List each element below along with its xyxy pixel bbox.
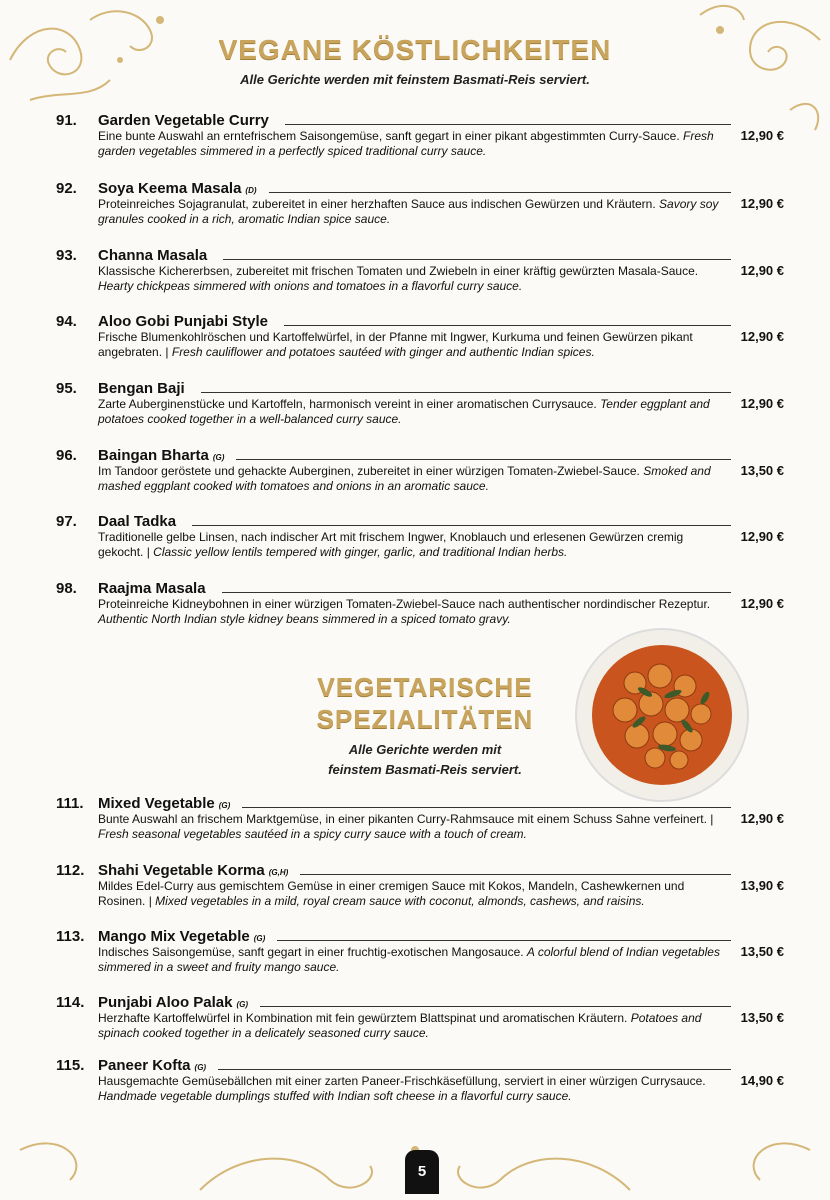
leader-line [218, 1069, 731, 1070]
item-description-de: Zarte Auberginenstücke und Kartoffeln, harmonisch vereint in einer aromatischen Currysauce. [98, 397, 597, 411]
item-description-en: Fresh seasonal vegetables sautéed in a spicy curry sauce with a touch of cream. [98, 827, 527, 841]
item-description-de: Frische Blumenkohlröschen und Kartoffelwürfel, in der Pfanne mit Ingwer, Kurkuma und feinen Gewürzen pikant angebraten. | [98, 330, 693, 359]
item-name: Baingan Bharta [98, 447, 209, 464]
menu-item [56, 313, 784, 360]
item-name: Shahi Vegetable Korma [98, 862, 265, 879]
item-price: 14,90 € [740, 1073, 784, 1088]
item-name: Paneer Kofta [98, 1057, 191, 1074]
item-description-en: Fresh garden vegetables simmered in a perfectly spiced traditional curry sauce. [98, 129, 714, 158]
item-price: 12,90 € [740, 196, 784, 211]
item-price: 13,50 € [740, 944, 784, 959]
item-description-de: Herzhafte Kartoffelwürfel in Kombination mit fein gewürztem Blattspinat und aromatischen Kräutern. [98, 1011, 628, 1025]
item-price: 12,90 € [740, 128, 784, 143]
item-number: 91. [56, 112, 77, 129]
item-description-de: Im Tandoor geröstete und gehackte Auberginen, zubereitet in einer würzigen Tomaten-Zwiebel-Sauce. [98, 464, 640, 478]
item-description [98, 945, 724, 975]
item-description-en: Classic yellow lentils tempered with ginger, garlic, and traditional Indian herbs. [153, 545, 568, 559]
item-price: 12,90 € [740, 263, 784, 278]
item-name: Punjabi Aloo Palak [98, 994, 233, 1011]
leader-line [269, 192, 731, 193]
vegetarian-section-title-line2: SPEZIALITÄTEN [316, 704, 534, 734]
item-allergen: (D) [245, 186, 257, 195]
leader-line [260, 1006, 731, 1007]
item-description [98, 1011, 724, 1041]
item-description-de: Bunte Auswahl an frischem Marktgemüse, in einer pikanten Curry-Rahmsauce mit einem Schuss Sahne verfeinert. | [98, 812, 714, 826]
item-description-de: Indisches Saisongemüse, sanft gegart in einer fruchtig-exotischen Mangosauce. [98, 945, 524, 959]
item-name: Aloo Gobi Punjabi Style [98, 313, 269, 330]
menu-item [56, 247, 784, 294]
item-name: Soya Keema Masala [98, 180, 242, 197]
item-description-en: Smoked and mashed eggplant cooked with tomatoes and onions in an aromatic sauce. [98, 464, 711, 493]
item-description [98, 597, 724, 627]
menu-item [56, 994, 784, 1041]
menu-item [56, 1057, 784, 1104]
leader-line [277, 940, 730, 941]
vegetarian-section-subtitle-line2: feinstem Basmati-Reis serviert. [328, 762, 522, 777]
item-number: 98. [56, 580, 77, 597]
leader-line [300, 874, 730, 875]
item-number: 94. [56, 313, 77, 330]
item-description-en: Mixed vegetables in a mild, royal cream sauce with coconut, almonds, cashews, and raisins. [155, 894, 645, 908]
item-allergen: (G) [212, 453, 225, 462]
item-name: Daal Tadka [98, 513, 177, 530]
chickpea-curry-photo [575, 628, 749, 802]
item-number: 95. [56, 380, 77, 397]
vegan-section-subtitle: Alle Gerichte werden mit feinstem Basmati-Reis serviert. [240, 72, 590, 87]
item-allergen: (G) [253, 934, 266, 943]
item-price: 13,90 € [740, 878, 784, 893]
leader-line [222, 592, 731, 593]
item-description-de: Proteinreiches Sojagranulat, zubereitet in einer herzhaften Sauce aus indischen Gewürzen und Kräutern. [98, 197, 656, 211]
item-name: Mixed Vegetable [98, 795, 215, 812]
leader-line [285, 124, 731, 125]
item-description-en: Handmade vegetable dumplings stuffed with Indian soft cheese in a flavorful curry sauce. [98, 1089, 572, 1103]
vegan-section-title: VEGANE KÖSTLICHKEITEN [218, 34, 612, 65]
item-allergen: (G,H) [268, 868, 289, 877]
menu-item [56, 112, 784, 159]
item-description-de: Mildes Edel-Curry aus gemischtem Gemüse in einer cremigen Sauce mit Kokos, Mandeln, Cashewkernen und Rosinen. | [98, 879, 685, 908]
item-number: 92. [56, 180, 77, 197]
menu-item [56, 180, 784, 227]
item-number: 93. [56, 247, 77, 264]
item-description [98, 397, 724, 427]
menu-item [56, 862, 784, 909]
item-allergen: (G) [218, 801, 231, 810]
item-description-de: Eine bunte Auswahl an erntefrischem Saisongemüse, sanft gegart in einer pikant abgestimmten Curry-Sauce. [98, 129, 680, 143]
item-name: Raajma Masala [98, 580, 206, 597]
item-description-en: Hearty chickpeas simmered with onions and tomatoes in a flavorful curry sauce. [98, 279, 523, 293]
leader-line [236, 459, 730, 460]
leader-line [242, 807, 730, 808]
item-description-en: Potatoes and spinach cooked together in a delicately seasoned curry sauce. [98, 1011, 702, 1040]
menu-item [56, 928, 784, 975]
item-price: 12,90 € [740, 396, 784, 411]
item-number: 115. [56, 1057, 85, 1074]
item-description [98, 1074, 724, 1104]
item-description-en: A colorful blend of Indian vegetables simmered in a sweet and fruity mango sauce. [98, 945, 720, 974]
item-description [98, 464, 724, 494]
item-name: Channa Masala [98, 247, 208, 264]
item-description-de: Klassische Kichererbsen, zubereitet mit frischen Tomaten und Zwiebeln in einer kräftig gewürzten Masala-Sauce. [98, 264, 699, 278]
page-number: 5 [405, 1150, 439, 1194]
leader-line [201, 392, 731, 393]
item-price: 13,50 € [740, 463, 784, 478]
item-price: 12,90 € [740, 596, 784, 611]
item-description [98, 330, 724, 360]
item-description-en: Savory soy granules cooked in a rich, aromatic Indian spice sauce. [98, 197, 719, 226]
item-price: 12,90 € [740, 529, 784, 544]
item-description [98, 879, 724, 909]
item-description [98, 264, 724, 294]
item-description-de: Proteinreiche Kidneybohnen in einer würzigen Tomaten-Zwiebel-Sauce nach authentischer nordindischer Rezeptur. [98, 597, 711, 611]
item-name: Mango Mix Vegetable [98, 928, 250, 945]
item-number: 96. [56, 447, 77, 464]
item-name: Garden Vegetable Curry [98, 112, 269, 129]
item-description [98, 129, 724, 159]
item-number: 113. [56, 928, 85, 945]
menu-item [56, 380, 784, 427]
leader-line [223, 259, 730, 260]
menu-item [56, 447, 784, 494]
item-description-en: Authentic North Indian style kidney beans simmered in a spiced tomato gravy. [98, 612, 511, 626]
leader-line [192, 525, 731, 526]
item-number: 114. [56, 994, 85, 1011]
item-allergen: (G) [194, 1063, 207, 1072]
item-description [98, 530, 724, 560]
item-description-de: Traditionelle gelbe Linsen, nach indischer Art mit frischem Ingwer, Knoblauch und erlesenen Gewürzen cremig gekocht. | [98, 530, 684, 559]
item-description-de: Hausgemachte Gemüsebällchen mit einer zarten Paneer-Frischkäsefüllung, serviert in einer würzigen Currysauce. [98, 1074, 706, 1088]
item-number: 111. [56, 795, 84, 812]
menu-item [56, 580, 784, 627]
item-name: Bengan Baji [98, 380, 185, 397]
item-description-en: Fresh cauliflower and potatoes sautéed with ginger and authentic Indian spices. [171, 345, 595, 359]
item-description [98, 197, 724, 227]
item-price: 12,90 € [740, 329, 784, 344]
item-number: 97. [56, 513, 77, 530]
vegetarian-section-subtitle-line1: Alle Gerichte werden mit [348, 742, 502, 757]
item-number: 112. [56, 862, 85, 879]
leader-line [284, 325, 731, 326]
menu-item [56, 795, 784, 842]
item-price: 12,90 € [740, 811, 784, 826]
vegetarian-section-title-line1: VEGETARISCHE [317, 672, 533, 702]
item-allergen: (G) [236, 1000, 249, 1009]
menu-item [56, 513, 784, 560]
item-description [98, 812, 724, 842]
item-description-en: Tender eggplant and potatoes cooked together in a well-balanced curry sauce. [98, 397, 710, 426]
item-price: 13,50 € [740, 1010, 784, 1025]
